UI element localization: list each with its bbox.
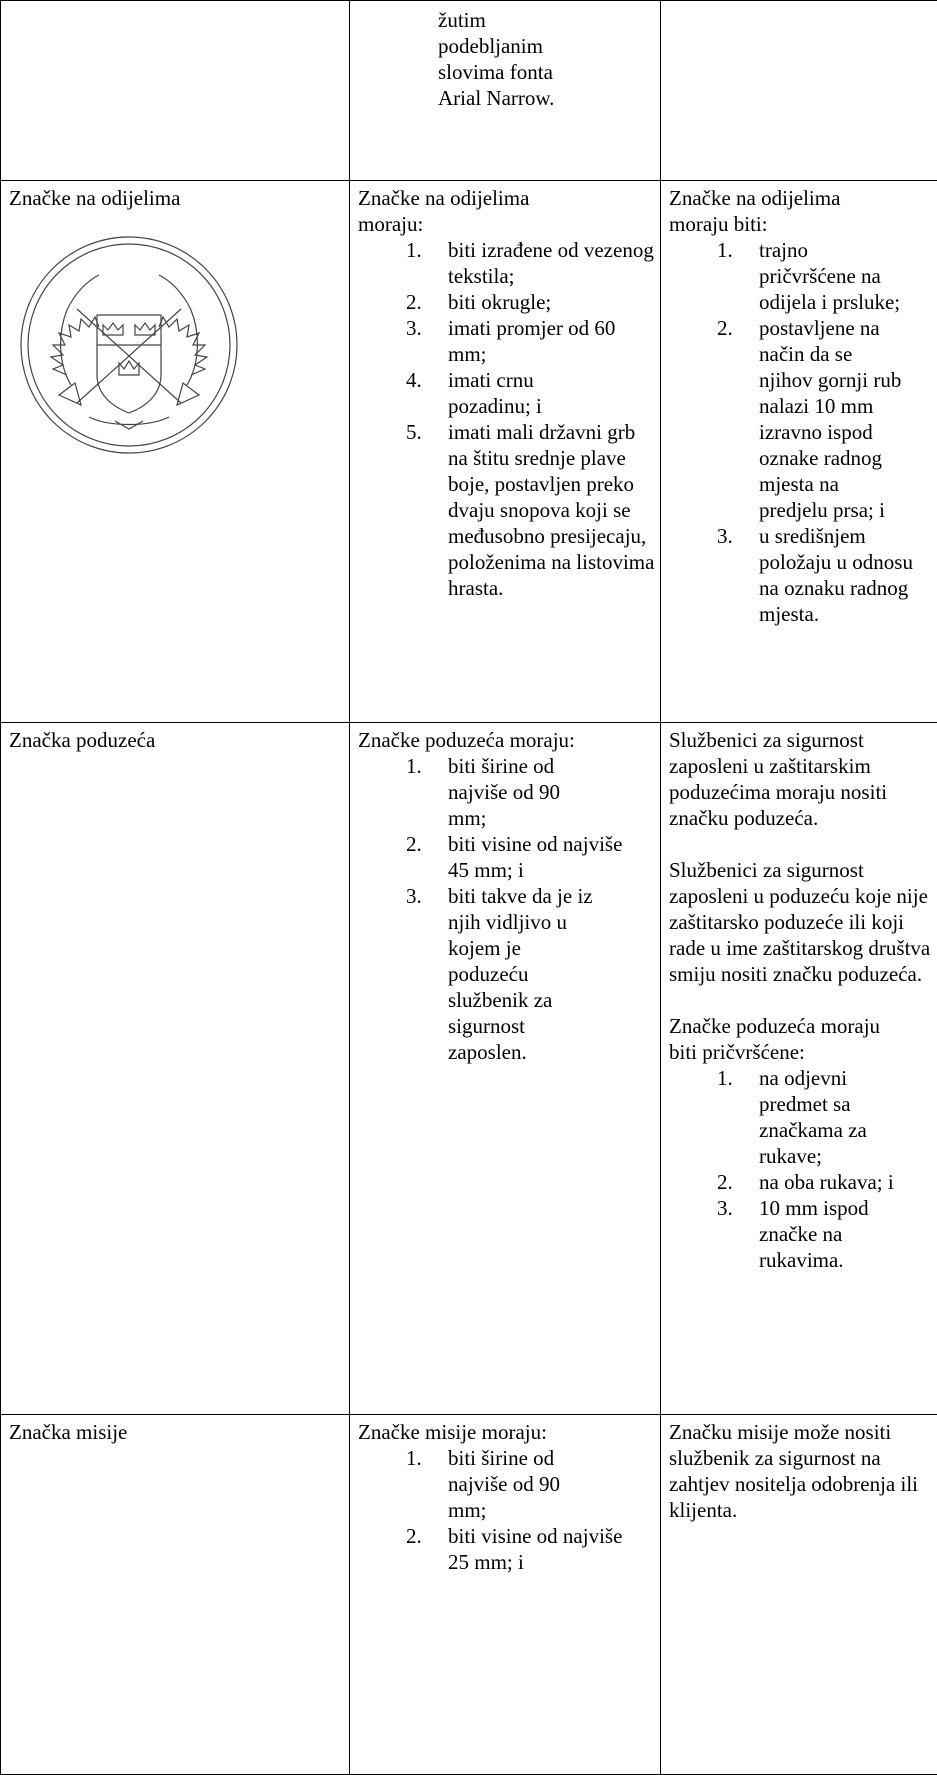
row1-col1 (1, 181, 350, 723)
row3-col3-text: Značku misije može nositi službenik za sigurnost na zahtjev nositelja odobrenja ili klijenta. (669, 1419, 931, 1523)
list-item: 5. imati mali državni grb na štitu srednje plave boje, postavljen preko dvaju snopova koji se međusobno presijecaju, položenima na listovima hrasta. (358, 419, 654, 601)
row2-col3-para1: Službenici za sigurnost zaposleni u zaštitarskim poduzećima moraju nositi značku poduzeća. (669, 727, 931, 831)
list-item: 1. biti širine od najviše od 90 mm; (358, 1445, 654, 1523)
list-item: 3. biti takve da je iz njih vidljivo u kojem je poduzeću službenik za sigurnost zaposlen. (358, 883, 654, 1065)
row1-col2-list (358, 237, 654, 601)
row3-label: Značka misije (9, 1419, 343, 1445)
table-row-company-badge (1, 723, 937, 1415)
row3-col2-intro: Značke misije moraju: (358, 1419, 654, 1445)
list-item: 2. biti okrugle; (358, 289, 654, 315)
row2-col3-para2: Službenici za sigurnost zaposleni u poduzeću koje nije zaštitarsko poduzeće ili koji rade u ime zaštitarskog društva smiju nositi značku poduzeća. (669, 857, 931, 987)
row1-col3-list (669, 237, 931, 627)
row2-col2-list (358, 753, 654, 1065)
table-row-suit-badges (1, 181, 937, 723)
row0-col3 (661, 1, 937, 181)
row2-label: Značka poduzeća (9, 727, 343, 753)
list-item: 1. trajno pričvršćene na odijela i prsluke; (669, 237, 931, 315)
list-item: 1. biti širine od najviše od 90 mm; (358, 753, 654, 831)
table-row-mission-badge (1, 1415, 937, 1775)
row1-col3-intro: Značke na odijelima moraju biti: (669, 185, 889, 237)
list-item: 3. 10 mm ispod značke na rukavima. (669, 1195, 931, 1273)
row3-col2-list (358, 1445, 654, 1575)
row2-col3-list (669, 1065, 931, 1273)
list-item: 1. biti izrađene od vezenog tekstila; (358, 237, 654, 289)
list-item: 2. biti visine od najviše 25 mm; i (358, 1523, 654, 1575)
row0-col2 (350, 1, 661, 181)
row3-col1 (1, 1415, 350, 1775)
list-item: 3. u središnjem položaju u odnosu na oznaku radnog mjesta. (669, 523, 931, 627)
list-item: 2. postavljene na način da se njihov gornji rub nalazi 10 mm izravno ispod oznake radnog mjesta na predjelu prsa; i (669, 315, 931, 523)
list-item: 2. biti visine od najviše 45 mm; i (358, 831, 654, 883)
row1-col2 (350, 181, 661, 723)
list-item: 3. imati promjer od 60 mm; (358, 315, 654, 367)
coat-of-arms-badge-image (19, 235, 239, 455)
row2-col1 (1, 723, 350, 1415)
row1-label: Značke na odijelima (9, 185, 343, 211)
row3-col2 (350, 1415, 661, 1775)
row2-col3-para3: Značke poduzeća moraju biti pričvršćene: (669, 1013, 899, 1065)
row0-col2-text: žutim podebljanim slovima fonta Arial Narrow. (358, 7, 588, 111)
row1-col2-intro: Značke na odijelima moraju: (358, 185, 598, 237)
row0-col1 (1, 1, 350, 181)
row2-col2-intro: Značke poduzeća moraju: (358, 727, 654, 753)
row2-col2 (350, 723, 661, 1415)
row2-col3 (661, 723, 937, 1415)
row3-col3 (661, 1415, 937, 1775)
table-row-continuation (1, 1, 937, 181)
list-item: 4. imati crnu pozadinu; i (358, 367, 654, 419)
list-item: 1. na odjevni predmet sa značkama za rukave; (669, 1065, 931, 1169)
list-item: 2. na oba rukava; i (669, 1169, 931, 1195)
row1-col3 (661, 181, 937, 723)
